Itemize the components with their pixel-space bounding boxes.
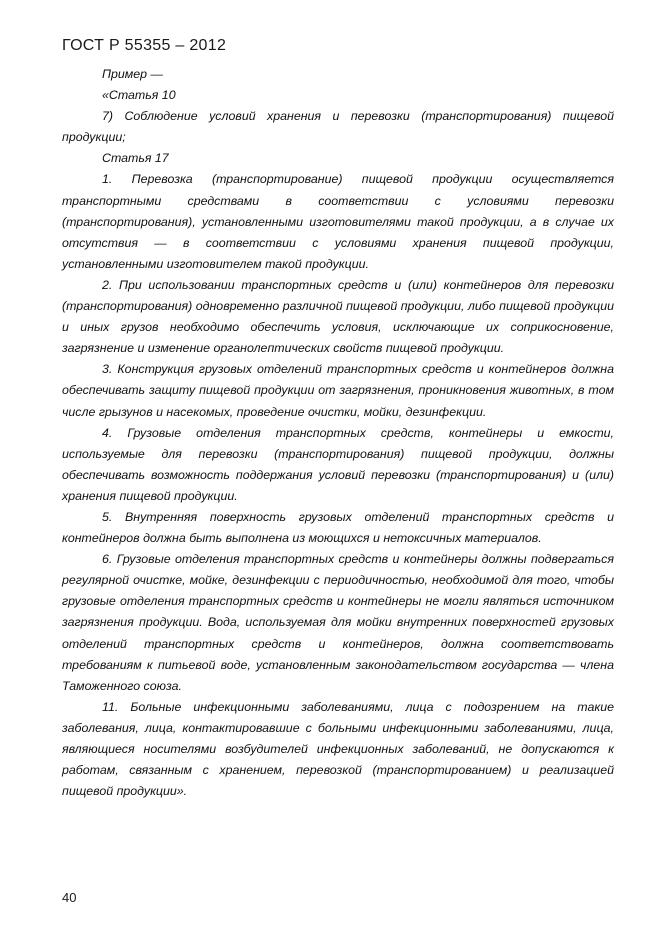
article-17-item-6: 6. Грузовые отделения транспортных средств и контейнеры должны подвергаться регулярной очистке, мойке, дезинфекции с периодичностью, необходимой для того, чтобы грузовые отделения транспортных средств и контейнеры не могли являться источником загрязнения продукции. Вода, используемая для мойки внутренних поверхностей грузовых отделений транспортных средств и контейнеров, должна соответствовать требованиям к питьевой воде, установленным законодательством государства — члена Таможенного союза. <box>62 552 614 693</box>
article-17-item-11: 11. Больные инфекционными заболеваниями, лица с подозрением на такие заболевания, лица, контактировавшие с больными инфекционными заболеваниями, лица, являющиеся носителями возбудителей инфекционных заболеваний, не допускаются к работам, связанным с хранением, перевозкой (транспортированием) и реализацией пищевой продукции». <box>62 699 614 799</box>
article-17-item-5: 5. Внутренняя поверхность грузовых отделений транспортных средств и контейнеров должна быть выполнена из моющихся и нетоксичных материалов. <box>62 509 614 546</box>
article-17-item-3: 3. Конструкция грузовых отделений транспортных средств и контейнеров должна обеспечивать защиту пищевой продукции от загрязнения, проникновения животных, в том числе грызунов и насекомых, проведение очистки, мойки, дезинфекции. <box>62 362 614 419</box>
page-number: 40 <box>62 890 77 905</box>
article-17-item-4: 4. Грузовые отделения транспортных средств, контейнеры и емкости, используемые для перевозки (транспортирования) пищевой продукции, должны обеспечивать возможность поддержания условий перевозки (транспортирования) и (или) хранения пищевой продукции. <box>62 425 614 503</box>
article-17-title: Статья 17 <box>102 151 169 166</box>
example-label: Пример — <box>102 67 163 81</box>
article-10-title: «Статья 10 <box>102 88 176 103</box>
standard-header: ГОСТ Р 55355 – 2012 <box>62 37 227 54</box>
article-17-item-2: 2. При использовании транспортных средств и (или) контейнеров для перевозки (транспортирования) одновременно различной пищевой продукции, либо пищевой продукции и иных грузов необходимо обеспечить условия, исключающие их соприкосновение, загрязнение и изменение органолептических свойств пищевой продукции. <box>62 277 614 356</box>
article-17-item-1: 1. Перевозка (транспортирование) пищевой продукции осуществляется транспортными средствами в соответствии с условиями перевозки (транспортирования), установленными изготовителями такой продукции, а в случае их отсутствия — в соответствии с условиями хранения пищевой продукции, установленными изготовителем такой продукции. <box>62 172 614 271</box>
article-10-item-7: 7) Соблюдение условий хранения и перевозки (транспортирования) пищевой продукции; <box>62 109 614 145</box>
document-body <box>62 64 614 802</box>
